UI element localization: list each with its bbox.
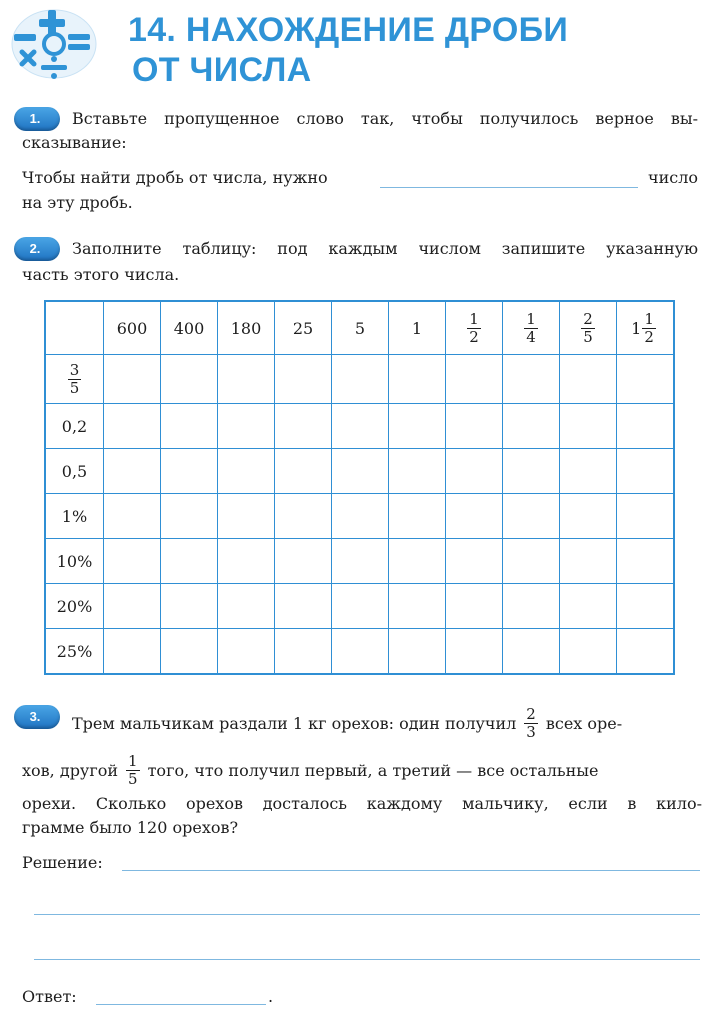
table-cell[interactable] [218, 584, 275, 629]
task-1-text-line3: Чтобы найти дробь от числа, нужно [22, 168, 328, 187]
table-cell[interactable] [503, 404, 560, 449]
table-row-header: 25% [45, 629, 104, 675]
table-row-header: 10% [45, 539, 104, 584]
table-cell[interactable] [275, 629, 332, 675]
table-cell[interactable] [161, 404, 218, 449]
table-cell[interactable] [332, 539, 389, 584]
table-cell[interactable] [446, 539, 503, 584]
task-1-text-line3-end: число [648, 168, 698, 187]
table-cell[interactable] [275, 449, 332, 494]
task-3-line1-text: Трем мальчикам раздали 1 кг орехов: один получил [72, 714, 517, 733]
task-3-text-line2 [22, 753, 702, 788]
table-col-header-mixed-number: 1 $\frac{1}{2}$ [617, 301, 675, 355]
table-row-header: 0,2 [45, 404, 104, 449]
table-cell[interactable] [275, 584, 332, 629]
table-cell[interactable] [161, 355, 218, 404]
table-cell[interactable] [332, 629, 389, 675]
table-cell[interactable] [446, 449, 503, 494]
table-cell[interactable] [218, 494, 275, 539]
table-cell[interactable] [218, 539, 275, 584]
table-cell[interactable] [617, 404, 675, 449]
table-row-header-fraction: $\frac{3}{5}$ [45, 355, 104, 404]
task-3-line2-end: того, что получил первый, а третий — все остальные [147, 761, 599, 780]
table-col-header: 1 [389, 301, 446, 355]
table-cell[interactable] [560, 404, 617, 449]
table-row [45, 404, 674, 449]
solution-line-3[interactable] [34, 959, 700, 960]
task-3-text-line4: грамме было 120 орехов? [22, 818, 239, 837]
table-cell[interactable] [446, 355, 503, 404]
table-cell[interactable] [161, 539, 218, 584]
fraction-one-fifth: $\frac{1}{5}$ [128, 752, 138, 788]
table-cell[interactable] [332, 449, 389, 494]
table-cell[interactable] [104, 404, 161, 449]
table-cell[interactable] [218, 629, 275, 675]
table-cell[interactable] [617, 494, 675, 539]
table-col-header-fraction: $\frac{2}{5}$ [560, 301, 617, 355]
table-cell[interactable] [503, 629, 560, 675]
table-cell[interactable] [446, 584, 503, 629]
table-cell[interactable] [104, 629, 161, 675]
task-3-line2-start: хов, другой [22, 761, 119, 780]
page-title: 14. НАХОЖДЕНИЕ ДРОБИ ОТ ЧИСЛА [128, 11, 569, 89]
table-cell[interactable] [161, 494, 218, 539]
table-col-header: 180 [218, 301, 275, 355]
fraction-two-thirds: $\frac{2}{3}$ [526, 705, 536, 741]
table-cell[interactable] [104, 539, 161, 584]
table-cell[interactable] [104, 494, 161, 539]
table-row [45, 629, 674, 675]
table-cell[interactable] [275, 404, 332, 449]
table-cell[interactable] [617, 449, 675, 494]
table-cell[interactable] [503, 355, 560, 404]
table-col-header-fraction: $\frac{1}{2}$ [446, 301, 503, 355]
math-symbols-logo-icon [8, 4, 100, 84]
table-cell[interactable] [104, 584, 161, 629]
fraction-table [44, 300, 675, 675]
table-cell[interactable] [560, 629, 617, 675]
table-cell[interactable] [389, 449, 446, 494]
answer-period: . [268, 987, 274, 1006]
table-cell[interactable] [446, 629, 503, 675]
table-row-header: 1% [45, 494, 104, 539]
table-cell[interactable] [104, 355, 161, 404]
task-1-text-line2: сказывание: [22, 133, 127, 152]
table-cell[interactable] [389, 539, 446, 584]
table-cell[interactable] [560, 494, 617, 539]
table-cell[interactable] [617, 629, 675, 675]
task-1-badge: 1. [14, 107, 60, 131]
table-cell[interactable] [560, 584, 617, 629]
table-row [45, 584, 674, 629]
table-cell[interactable] [275, 355, 332, 404]
task-1-text-line1: Вставьте пропущенное слово так, чтобы получилось верное вы- [72, 109, 698, 128]
table-cell[interactable] [218, 449, 275, 494]
table-corner-cell [45, 301, 104, 355]
task-3-line1-end: всех оре- [545, 714, 623, 733]
task-3-badge: 3. [14, 705, 60, 729]
table-cell[interactable] [446, 494, 503, 539]
table-col-header-fraction: $\frac{1}{4}$ [503, 301, 560, 355]
table-header-row [45, 301, 674, 355]
table-cell[interactable] [617, 584, 675, 629]
table-cell[interactable] [275, 539, 332, 584]
table-cell[interactable] [389, 494, 446, 539]
table-cell[interactable] [332, 355, 389, 404]
table-col-header: 5 [332, 301, 389, 355]
task-3-text-line1 [72, 706, 704, 741]
table-cell[interactable] [503, 584, 560, 629]
table-cell[interactable] [389, 404, 446, 449]
table-row [45, 539, 674, 584]
table-cell[interactable] [389, 355, 446, 404]
table-col-header: 600 [104, 301, 161, 355]
table-cell[interactable] [560, 449, 617, 494]
table-cell[interactable] [617, 539, 675, 584]
table-cell[interactable] [218, 355, 275, 404]
table-cell[interactable] [104, 449, 161, 494]
table-cell[interactable] [389, 629, 446, 675]
table-cell[interactable] [161, 584, 218, 629]
table-cell[interactable] [161, 629, 218, 675]
task-1-answer-blank[interactable] [380, 187, 638, 188]
task-3-text-line3: орехи. Сколько орехов досталось каждому мальчику, если в кило- [22, 794, 702, 813]
table-cell[interactable] [218, 404, 275, 449]
table-row-header: 20% [45, 584, 104, 629]
table-col-header: 400 [161, 301, 218, 355]
table-cell[interactable] [560, 355, 617, 404]
table-cell[interactable] [503, 449, 560, 494]
task-1-text-line4: на эту дробь. [22, 193, 133, 212]
table-row [45, 494, 674, 539]
table-cell[interactable] [275, 494, 332, 539]
table-cell[interactable] [446, 404, 503, 449]
table-cell[interactable] [161, 449, 218, 494]
table-cell[interactable] [332, 404, 389, 449]
task-2-text-line2: часть этого числа. [22, 265, 180, 284]
table-row [45, 449, 674, 494]
table-row [45, 355, 674, 404]
table-cell[interactable] [503, 539, 560, 584]
answer-blank[interactable] [96, 1004, 266, 1005]
task-2-text-line1: Заполните таблицу: под каждым числом запишите указанную [72, 239, 698, 258]
solution-line-2[interactable] [34, 914, 700, 915]
table-cell[interactable] [332, 584, 389, 629]
table-cell[interactable] [617, 355, 675, 404]
table-cell[interactable] [560, 539, 617, 584]
table-row-header: 0,5 [45, 449, 104, 494]
task-2-badge: 2. [14, 237, 60, 261]
solution-line-1[interactable] [122, 870, 700, 871]
table-cell[interactable] [503, 494, 560, 539]
solution-label: Решение: [22, 853, 103, 872]
answer-label: Ответ: [22, 987, 77, 1006]
table-cell[interactable] [332, 494, 389, 539]
table-cell[interactable] [389, 584, 446, 629]
table-col-header: 25 [275, 301, 332, 355]
